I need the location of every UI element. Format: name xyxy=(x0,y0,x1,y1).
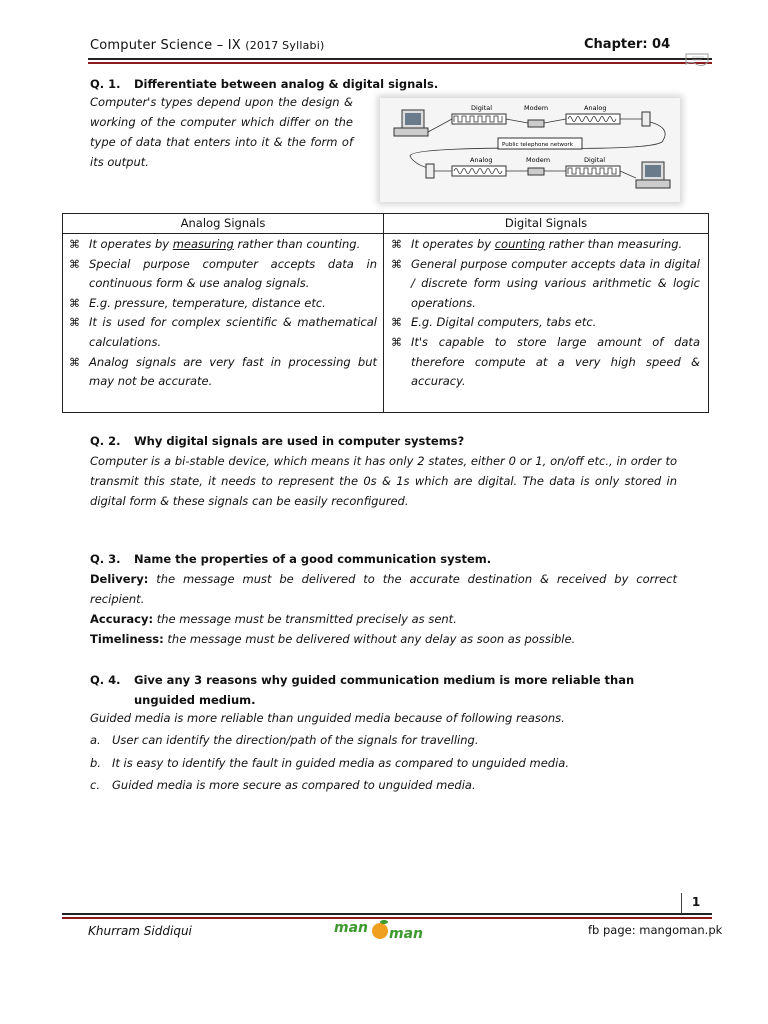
list-item: ⌘ It is used for complex scientific & mathematical calculations. xyxy=(69,315,377,349)
q3-number: Q. 3. xyxy=(90,552,121,566)
q4-question-cont: unguided medium. xyxy=(134,693,256,707)
analog-list xyxy=(65,235,377,392)
property-accuracy: Accuracy: the message must be transmitted precisely as sent. xyxy=(90,612,457,626)
computer-icon-bottom xyxy=(636,162,670,188)
diagram-label-modem-top: Modem xyxy=(524,104,549,112)
bullet-icon: ⌘ xyxy=(391,257,402,271)
diagram-label-digital-top: Digital xyxy=(471,104,493,112)
mangoman-logo xyxy=(334,918,434,942)
bullet-icon: ⌘ xyxy=(69,296,80,310)
bullet-icon: ⌘ xyxy=(69,238,80,251)
digital-list xyxy=(387,235,700,392)
list-item: a. User can identify the direction/path of the signals for travelling. xyxy=(90,733,479,747)
q4-question: Give any 3 reasons why guided communication medium is more reliable than xyxy=(134,673,635,687)
signals-comparison-table xyxy=(62,213,709,413)
table-header-digital: Digital Signals xyxy=(504,216,588,230)
q4-reasons xyxy=(90,729,690,797)
q1-heading xyxy=(90,77,438,91)
list-item: ⌘ E.g. Digital computers, tabs etc. xyxy=(387,313,700,333)
bullet-icon: ⌘ xyxy=(69,316,80,330)
footer-rule xyxy=(62,913,712,915)
q2-question: Why digital signals are used in computer systems? xyxy=(134,434,465,448)
svg-text:man: man xyxy=(334,920,369,936)
analog-digital-diagram xyxy=(380,98,680,202)
q3-question: Name the properties of a good communication system. xyxy=(134,552,492,566)
list-item: ⌘ Special purpose computer accepts data in continuous form & use analog signals. xyxy=(69,256,377,291)
modem-diagram-svg xyxy=(380,98,680,202)
header-subject xyxy=(90,38,324,53)
diagram-label-digital-bottom: Digital xyxy=(584,156,606,164)
q2-heading xyxy=(90,434,464,448)
diagram-label-analog-top: Analog xyxy=(584,104,607,112)
page-number: 1 xyxy=(691,895,701,909)
author-signature: Khurram Siddiqui xyxy=(88,924,192,938)
q1-intro: Computer's types depend upon the design & working of the computer which differ on the type of data that enters into it & the form of its output. xyxy=(90,95,353,169)
list-item: ⌘ E.g. pressure, temperature, distance etc. xyxy=(65,294,377,314)
list-item: c. Guided media is more secure as compared to unguided media. xyxy=(90,778,476,792)
svg-text:man: man xyxy=(389,926,424,942)
q4-number: Q. 4. xyxy=(90,673,121,687)
page-corner-icon xyxy=(684,52,714,70)
chapter-label: Chapter: 04 xyxy=(584,37,671,52)
diagram-label-analog-bottom: Analog xyxy=(470,156,493,164)
bullet-icon: ⌘ xyxy=(69,355,80,369)
q4-heading xyxy=(90,670,690,710)
property-timeliness: Timeliness: the message must be delivered without any delay as soon as possible. xyxy=(90,632,576,646)
table-header-analog: Analog Signals xyxy=(180,216,266,230)
bullet-icon: ⌘ xyxy=(69,257,80,271)
list-item: b. It is easy to identify the fault in guided media as compared to unguided media. xyxy=(90,755,569,770)
diagram-label-modem-bottom: Modem xyxy=(526,156,551,164)
subject-text: Computer Science – IX xyxy=(90,38,241,53)
table-divider xyxy=(383,214,384,412)
q1-question: Differentiate between analog & digital signals. xyxy=(134,77,439,91)
computer-icon-top xyxy=(394,110,428,136)
list-item: ⌘ It operates by counting rather than measuring. xyxy=(387,235,700,255)
list-item: ⌘ General purpose computer accepts data in digital / discrete form using various arithmetic & logic operations. xyxy=(391,256,700,310)
table-header-rule xyxy=(63,233,708,234)
bullet-icon: ⌘ xyxy=(391,316,402,330)
q3-heading xyxy=(90,552,491,566)
list-item: ⌘ Analog signals are very fast in processing but may not be accurate. xyxy=(69,354,377,389)
header-rule xyxy=(88,58,712,60)
q2-answer: Computer is a bi-stable device, which means it has only 2 states, either 0 or 1, on/off etc., in order to transmit this state, it needs to represent the 0s & 1s which are digital. The data is only stored in digital form & these signals can be easily reconfigured. xyxy=(90,454,677,508)
list-item: ⌘ It operates by measuring rather than counting. xyxy=(65,235,377,255)
q4-intro: Guided media is more reliable than unguided media because of following reasons. xyxy=(90,711,565,725)
list-item: ⌘ It's capable to store large amount of data therefore compute at a very high speed & accuracy. xyxy=(391,334,700,389)
syllabus-text: (2017 Syllabi) xyxy=(245,39,325,52)
header-rule-accent xyxy=(88,62,712,64)
fb-page-label: fb page: mangoman.pk xyxy=(588,923,723,937)
diagram-network-label: Public telephone network xyxy=(502,142,573,148)
bullet-icon: ⌘ xyxy=(391,335,402,349)
q3-properties xyxy=(90,569,677,649)
q2-number: Q. 2. xyxy=(90,434,121,448)
q1-number: Q. 1. xyxy=(90,77,121,91)
property-delivery: Delivery: the message must be delivered to the accurate destination & received by correct recipient. xyxy=(90,572,678,606)
bullet-icon: ⌘ xyxy=(391,238,402,251)
